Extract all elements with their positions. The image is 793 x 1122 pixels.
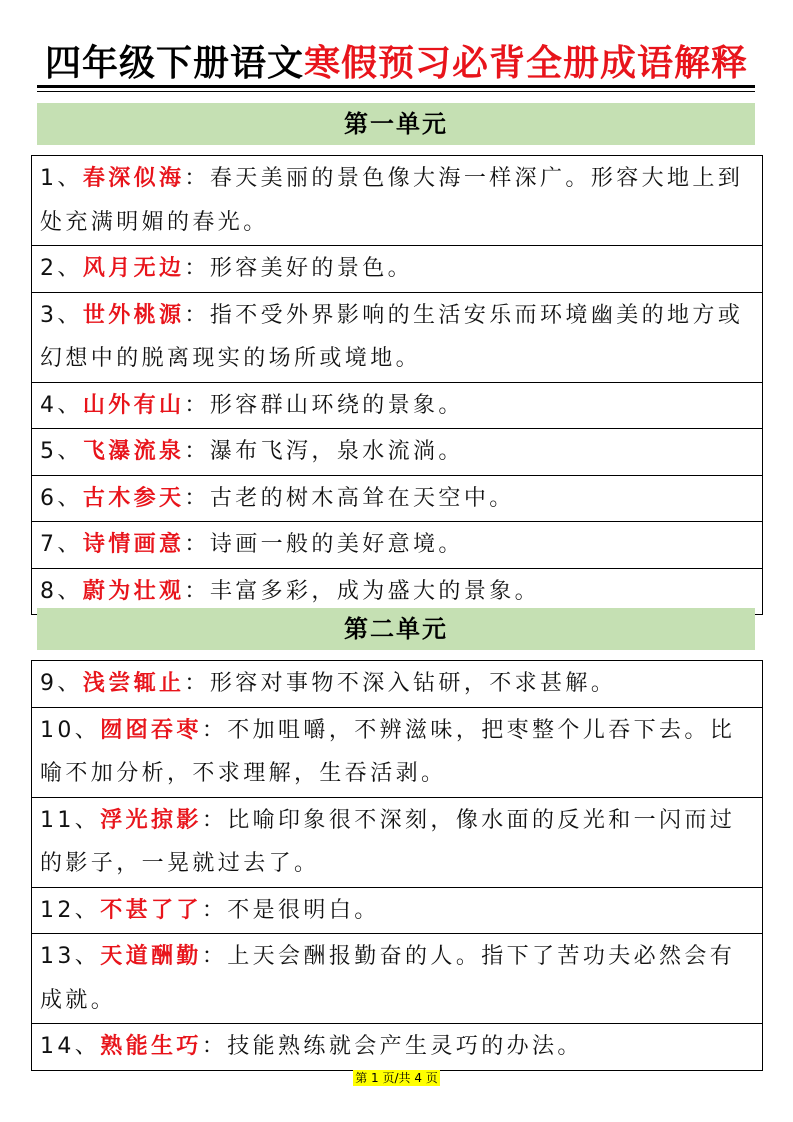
idiom-term: 浅尝辄止: [82, 671, 185, 696]
idiom-row: [32, 246, 763, 293]
entry-number: 13、: [40, 944, 101, 969]
idiom-row: [32, 661, 763, 708]
idiom-entry: [32, 156, 763, 246]
idiom-definition: ：形容对事物不深入钻研，不求甚解。: [184, 671, 617, 696]
entry-number: 2、: [40, 256, 83, 281]
idiom-entry: [32, 475, 763, 522]
idiom-term: 世外桃源: [82, 302, 185, 328]
idiom-term: 天道酬勤: [100, 944, 202, 969]
idiom-row: [32, 475, 763, 522]
idiom-definition: ：春天美丽的景色像大海一样深广。形容大地上到处充满明媚的春光。: [40, 166, 744, 235]
entry-number: 9、: [40, 671, 83, 696]
entry-number: 3、: [40, 302, 83, 328]
title-rule-thin: [37, 91, 755, 92]
idiom-row: [32, 887, 763, 934]
idiom-term: 熟能生巧: [100, 1034, 202, 1059]
idiom-row: [32, 707, 763, 797]
idiom-entry: [32, 382, 763, 429]
idiom-row: [32, 522, 763, 569]
entry-number: 8、: [40, 578, 83, 604]
page-footer: [0, 1067, 793, 1086]
title-rule-thick: [37, 85, 755, 88]
idiom-row: [32, 156, 763, 246]
idiom-table-unit-2: [31, 660, 763, 1071]
page-title: [0, 40, 793, 88]
idiom-definition: ：技能熟练就会产生灵巧的办法。: [201, 1034, 583, 1059]
idiom-term: 飞瀑流泉: [82, 439, 185, 464]
idiom-term: 山外有山: [82, 392, 185, 418]
idiom-table-unit-1: [31, 155, 763, 615]
idiom-term: 诗情画意: [82, 532, 185, 557]
idiom-definition: ：比喻印象很不深刻，像水面的反光和一闪而过的影子，一晃就过去了。: [40, 807, 736, 876]
idiom-term: 不甚了了: [100, 897, 202, 923]
idiom-row: [32, 797, 763, 887]
entry-number: 4、: [40, 392, 83, 418]
idiom-term: 古木参天: [82, 485, 185, 511]
idiom-term: 春深似海: [82, 166, 185, 191]
idiom-definition: ：诗画一般的美好意境。: [184, 532, 464, 557]
idiom-entry: [32, 934, 763, 1024]
idiom-entry: [32, 522, 763, 569]
idiom-definition: ：上天会酬报勤奋的人。指下了苦功夫必然会有成就。: [40, 944, 736, 1013]
title-black: 四年级下册语文: [44, 43, 304, 84]
idiom-row: [32, 292, 763, 382]
page-number: 第 1 页/共 4 页: [355, 1071, 438, 1085]
entry-number: 7、: [40, 532, 83, 557]
entry-number: 14、: [40, 1034, 101, 1059]
idiom-entry: [32, 1024, 763, 1071]
section-heading: 第一单元: [37, 103, 755, 145]
idiom-row: [32, 429, 763, 476]
idiom-term: 囫囵吞枣: [100, 717, 202, 743]
idiom-entry: [32, 292, 763, 382]
entry-number: 10、: [40, 717, 101, 743]
idiom-term: 风月无边: [82, 256, 185, 281]
idiom-term: 蔚为壮观: [82, 578, 185, 604]
idiom-entry: [32, 661, 763, 708]
title-red: 寒假预习必背全册成语解释: [304, 43, 749, 84]
idiom-definition: ：不加咀嚼，不辨滋味，把枣整个儿吞下去。比喻不加分析，不求理解，生吞活剥。: [40, 717, 736, 786]
entry-number: 6、: [40, 485, 83, 511]
idiom-row: [32, 1024, 763, 1071]
idiom-entry: [32, 707, 763, 797]
idiom-definition: ：形容群山环绕的景象。: [184, 392, 464, 418]
idiom-row: [32, 934, 763, 1024]
entry-number: 5、: [40, 439, 83, 464]
idiom-term: 浮光掠影: [100, 807, 202, 833]
idiom-definition: ：指不受外界影响的生活安乐而环境幽美的地方或幻想中的脱离现实的场所或境地。: [40, 302, 744, 371]
idiom-entry: [32, 887, 763, 934]
idiom-definition: ：瀑布飞泻，泉水流淌。: [184, 439, 464, 464]
section-heading: 第二单元: [37, 608, 755, 650]
idiom-entry: [32, 246, 763, 293]
entry-number: 11、: [40, 807, 101, 833]
entry-number: 12、: [40, 897, 101, 923]
idiom-row: [32, 382, 763, 429]
idiom-entry: [32, 797, 763, 887]
idiom-definition: ：不是很明白。: [201, 897, 380, 923]
entry-number: 1、: [40, 166, 83, 191]
idiom-definition: ：古老的树木高耸在天空中。: [184, 485, 515, 511]
idiom-definition: ：形容美好的景色。: [184, 256, 414, 281]
idiom-entry: [32, 429, 763, 476]
idiom-definition: ：丰富多彩，成为盛大的景象。: [184, 578, 541, 604]
